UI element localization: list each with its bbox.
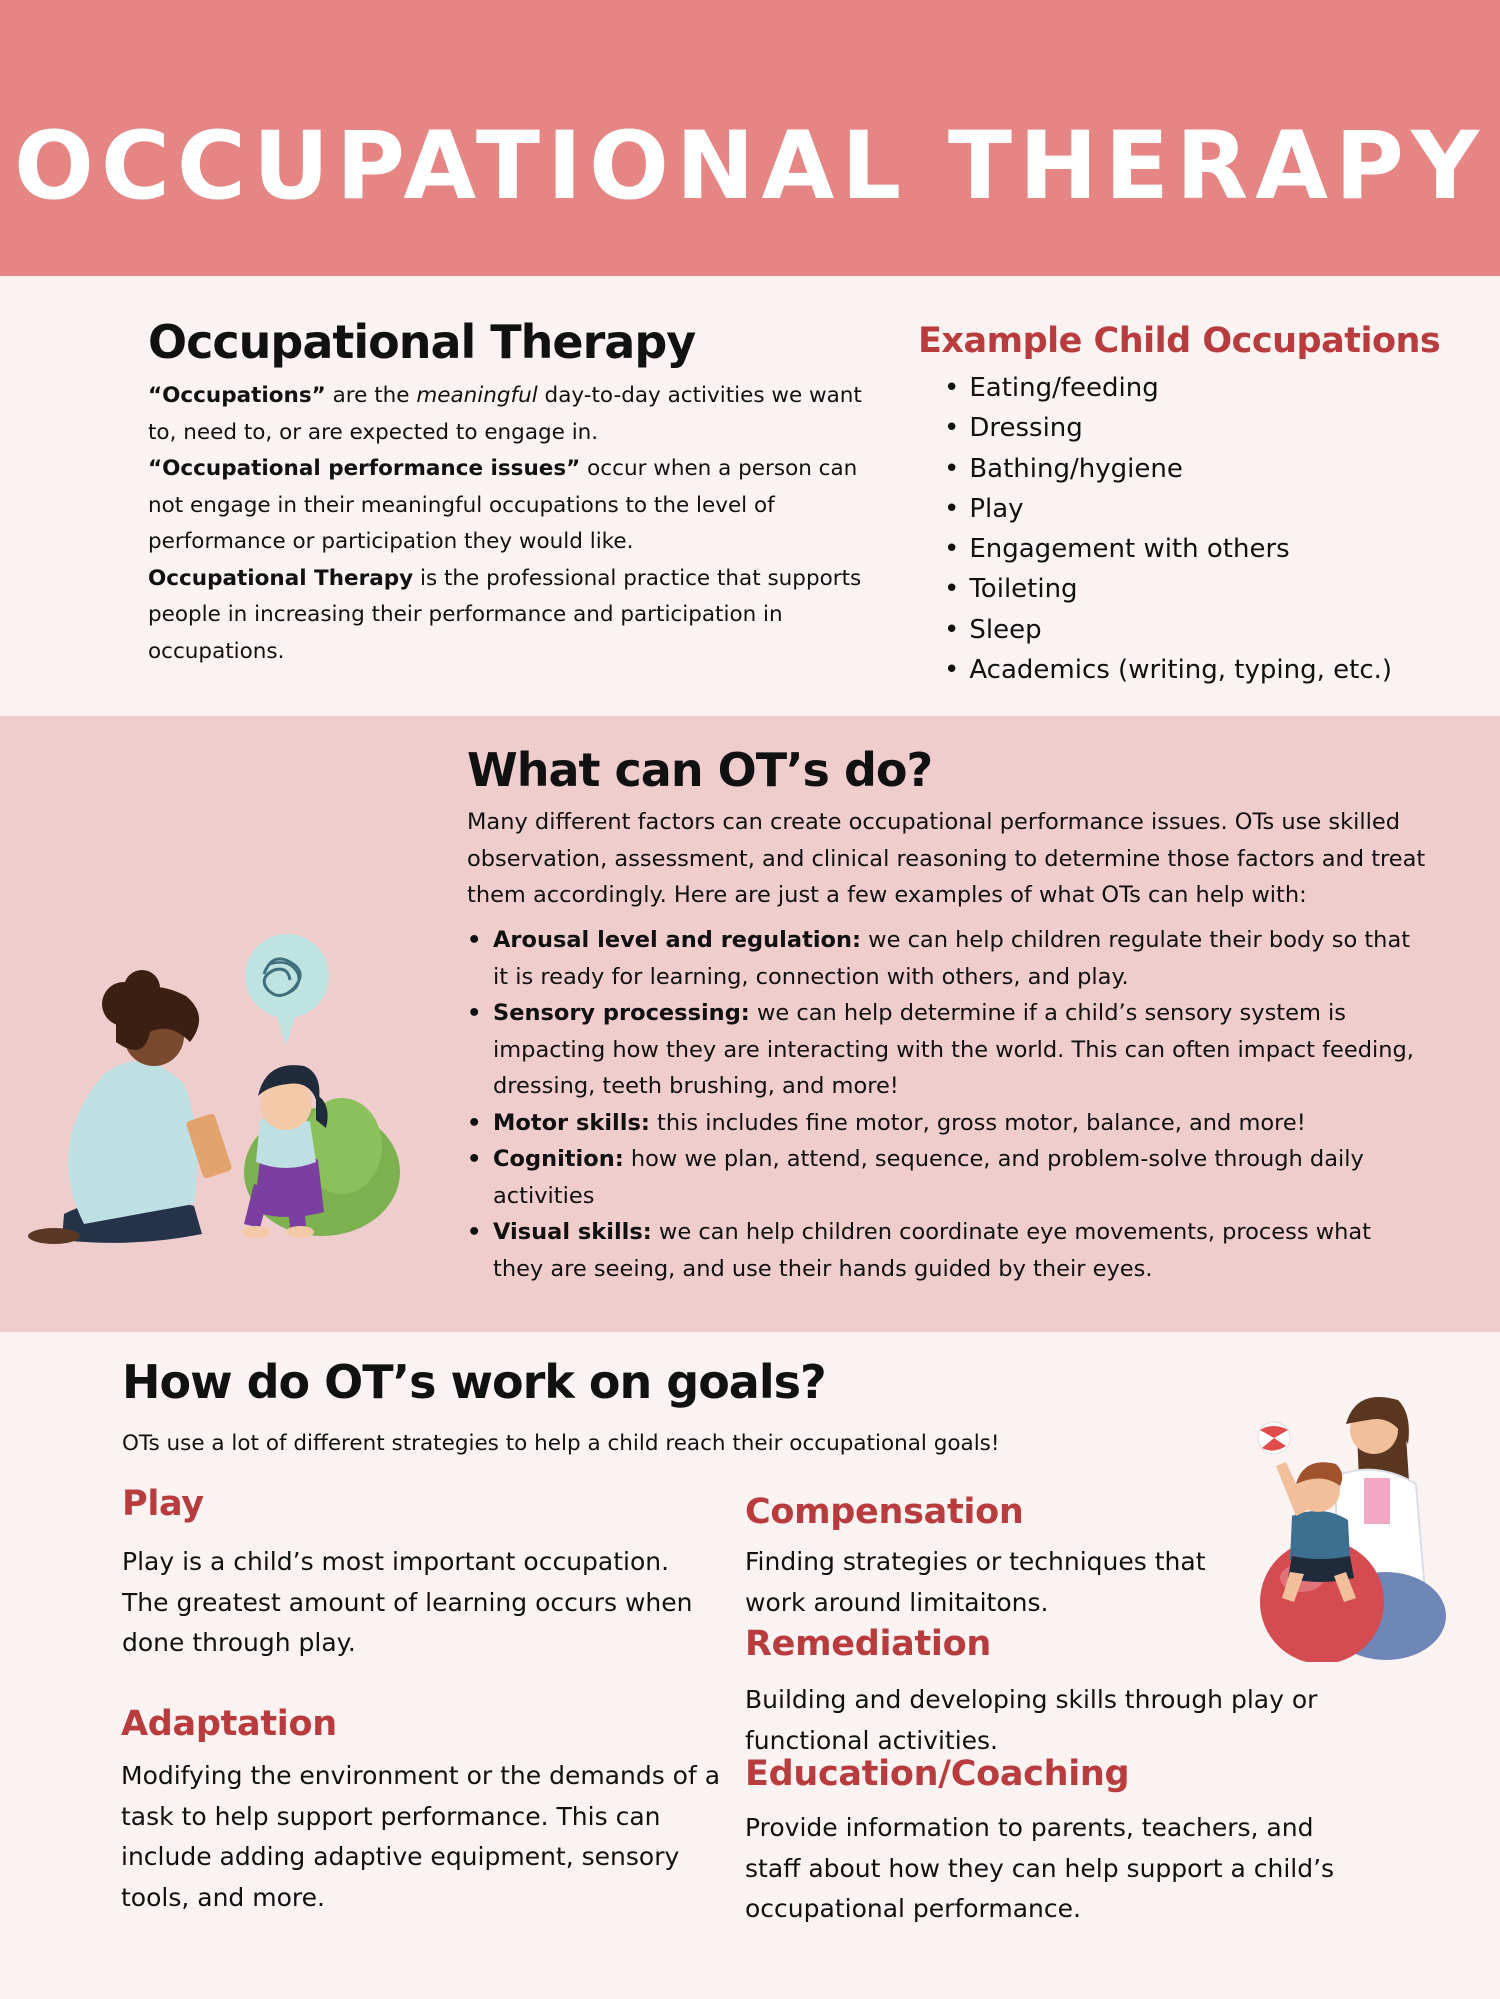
therapy-ball-illustration [1236,1366,1458,1662]
examples-heading: Example Child Occupations [918,321,1441,361]
education-heading: Education/Coaching [745,1754,1130,1794]
text-fragment: are the [325,383,417,408]
intro-paragraphs [148,378,868,670]
item-label: Cognition: [493,1146,624,1172]
item-text: we can help determine if a child’s sensory system is impacting how they are interacting with the world. This can often impact feeding, dressing, teeth brushing, and more! [493,1000,1414,1099]
ot-definition [148,561,868,671]
remediation-text: Building and developing skills through play or functional activities. [745,1685,1318,1755]
list-item [467,1141,1427,1214]
compensation-heading: Compensation [745,1492,1024,1532]
list-item: • Play [944,489,1392,529]
list-item: • Sleep [944,610,1392,650]
occupations-term: “Occupations” [148,383,326,408]
item-label: Visual skills: [493,1219,652,1245]
examples-list [944,368,1392,690]
education-text: Provide information to parents, teachers, and staff about how they can help support a child’s occupational performance. [745,1813,1335,1923]
list-item: • Dressing [944,408,1392,448]
list-item: • Academics (writing, typing, etc.) [944,650,1392,690]
performance-issues-definition [148,451,868,561]
list-item: • Toileting [944,569,1392,609]
adaptation-text: Modifying the environment or the demands of a task to help support performance. This can include adding adaptive equipment, sensory tools, and more. [121,1761,721,1912]
what-section [0,716,1500,1332]
intro-section [0,276,1500,716]
how-intro-text: OTs use a lot of different strategies to help a child reach their occupational goals! [122,1431,1000,1456]
list-item: • Eating/feeding [944,368,1392,408]
list-item: • Bathing/hygiene [944,449,1392,489]
therapist-child-illustration [24,924,404,1244]
item-text: this includes fine motor, gross motor, balance, and more! [649,1109,1306,1136]
list-item: • Engagement with others [944,529,1392,569]
list-item [467,1105,1427,1142]
performance-issues-term: “Occupational performance issues” [148,456,581,481]
ot-help-list [467,922,1427,1287]
emphasis-word: meaningful [416,383,538,408]
item-label: Sensory processing: [493,1000,750,1026]
item-label: Arousal level and regulation: [493,927,862,953]
what-heading: What can OT’s do? [467,743,933,797]
ot-term: Occupational Therapy [148,565,414,591]
item-text: how we plan, attend, sequence, and problem-solve through daily activities [493,1146,1364,1209]
list-item [467,1214,1427,1287]
intro-heading: Occupational Therapy [148,315,696,369]
page-title: OCCUPATIONAL THERAPY [13,112,1487,221]
how-heading: How do OT’s work on goals? [122,1355,826,1409]
text-fragment: occur when a person can not engage in their meaningful occupations to the level of performance or participation they would like. [148,456,858,554]
item-text: we can help children coordinate eye movements, process what they are seeing, and use their hands guided by their eyes. [493,1219,1372,1282]
item-label: Motor skills: [493,1109,650,1136]
compensation-text: Finding strategies or techniques that work around limitaitons. [745,1547,1206,1617]
remediation-heading: Remediation [745,1624,991,1664]
title-banner [0,0,1500,276]
item-text: we can help children regulate their body so that it is ready for learning, connection with others, and play. [493,927,1411,990]
text-fragment: is the professional practice that supports people in increasing their performance and participation in occupations. [148,565,862,664]
text-fragment: day-to-day activities we want to, need to, or are expected to engage in. [148,383,862,445]
what-intro-text: Many different factors can create occupational performance issues. OTs use skilled observation, assessment, and clinical reasoning to determine those factors and treat them accordingly. Here are just a few examples of what OTs can help with: [467,809,1426,908]
play-text: Play is a child’s most important occupation. The greatest amount of learning occurs when done through play. [122,1547,693,1657]
list-item [467,922,1427,995]
occupations-definition [148,378,868,451]
play-heading: Play [122,1484,204,1524]
how-section [0,1332,1500,1999]
adaptation-heading: Adaptation [121,1704,337,1744]
list-item [467,995,1427,1105]
